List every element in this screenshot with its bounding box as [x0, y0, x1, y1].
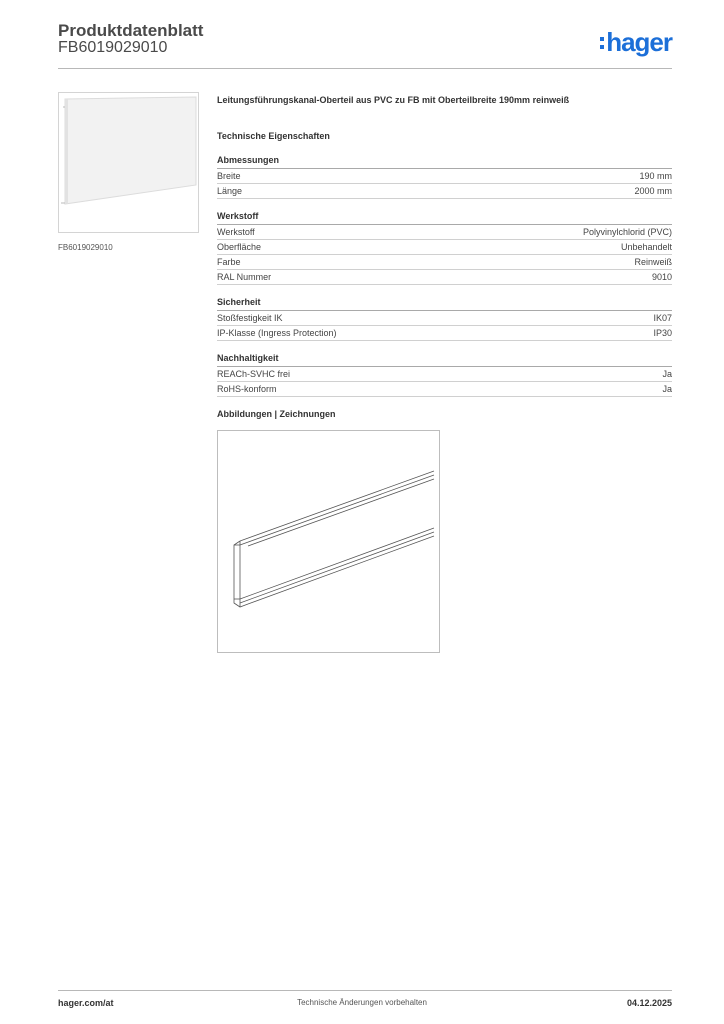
footer-website-link[interactable]: hager.com/at — [58, 998, 114, 1008]
group-dimensions — [217, 155, 672, 199]
spec-value: 9010 — [651, 272, 672, 282]
spec-value: Polyvinylchlorid (PVC) — [582, 227, 672, 237]
spec-row — [217, 225, 672, 240]
spec-label: Stoßfestigkeit IK — [217, 313, 283, 323]
footer-divider — [58, 990, 672, 991]
spec-row — [217, 382, 672, 397]
spec-row — [217, 326, 672, 341]
brand-logo — [600, 27, 672, 58]
group-title: Abmessungen — [217, 155, 672, 169]
spec-row — [217, 255, 672, 270]
spec-row — [217, 311, 672, 326]
technical-drawing — [217, 430, 440, 653]
product-description: Leitungsführungskanal-Oberteil aus PVC zu FB mit Oberteilbreite 190mm reinweiß — [217, 95, 570, 105]
group-sustainability — [217, 353, 672, 397]
spec-row — [217, 367, 672, 382]
spec-row — [217, 169, 672, 184]
article-number: FB6019029010 — [58, 39, 168, 56]
panel-image — [59, 93, 198, 232]
product-thumbnail — [58, 92, 199, 233]
spec-row — [217, 184, 672, 199]
spec-value: Reinweiß — [634, 257, 672, 267]
spec-value: IP30 — [653, 328, 672, 338]
spec-label: RoHS-konform — [217, 384, 277, 394]
spec-row — [217, 270, 672, 285]
group-material — [217, 211, 672, 285]
spec-value: Ja — [662, 369, 672, 379]
spec-label: REACh-SVHC frei — [217, 369, 291, 379]
spec-value: Ja — [662, 384, 672, 394]
spec-label: Länge — [217, 186, 243, 196]
spec-label: IP-Klasse (Ingress Protection) — [217, 328, 337, 338]
spec-label: Werkstoff — [217, 227, 255, 237]
figures-heading: Abbildungen | Zeichnungen — [217, 409, 336, 419]
spec-label: RAL Nummer — [217, 272, 272, 282]
group-title: Sicherheit — [217, 297, 672, 311]
footer-notice: Technische Änderungen vorbehalten — [297, 998, 427, 1007]
spec-label: Farbe — [217, 257, 241, 267]
group-safety — [217, 297, 672, 341]
spec-label: Oberfläche — [217, 242, 262, 252]
page-title: Produktdatenblatt — [58, 21, 204, 40]
logo-dots-icon — [600, 37, 604, 49]
thumbnail-caption: FB6019029010 — [58, 243, 113, 252]
spec-value: Unbehandelt — [620, 242, 672, 252]
group-title: Nachhaltigkeit — [217, 353, 672, 367]
channel-cover-drawing — [218, 431, 439, 652]
brand-name: hager — [606, 27, 672, 57]
group-title: Werkstoff — [217, 211, 672, 225]
header-divider — [58, 68, 672, 69]
spec-value: 2000 mm — [634, 186, 672, 196]
spec-label: Breite — [217, 171, 241, 181]
spec-row — [217, 240, 672, 255]
product-details — [217, 95, 672, 419]
spec-value: 190 mm — [639, 171, 672, 181]
spec-value: IK07 — [653, 313, 672, 323]
footer-date: 04.12.2025 — [626, 998, 672, 1008]
technical-heading: Technische Eigenschaften — [217, 131, 330, 141]
